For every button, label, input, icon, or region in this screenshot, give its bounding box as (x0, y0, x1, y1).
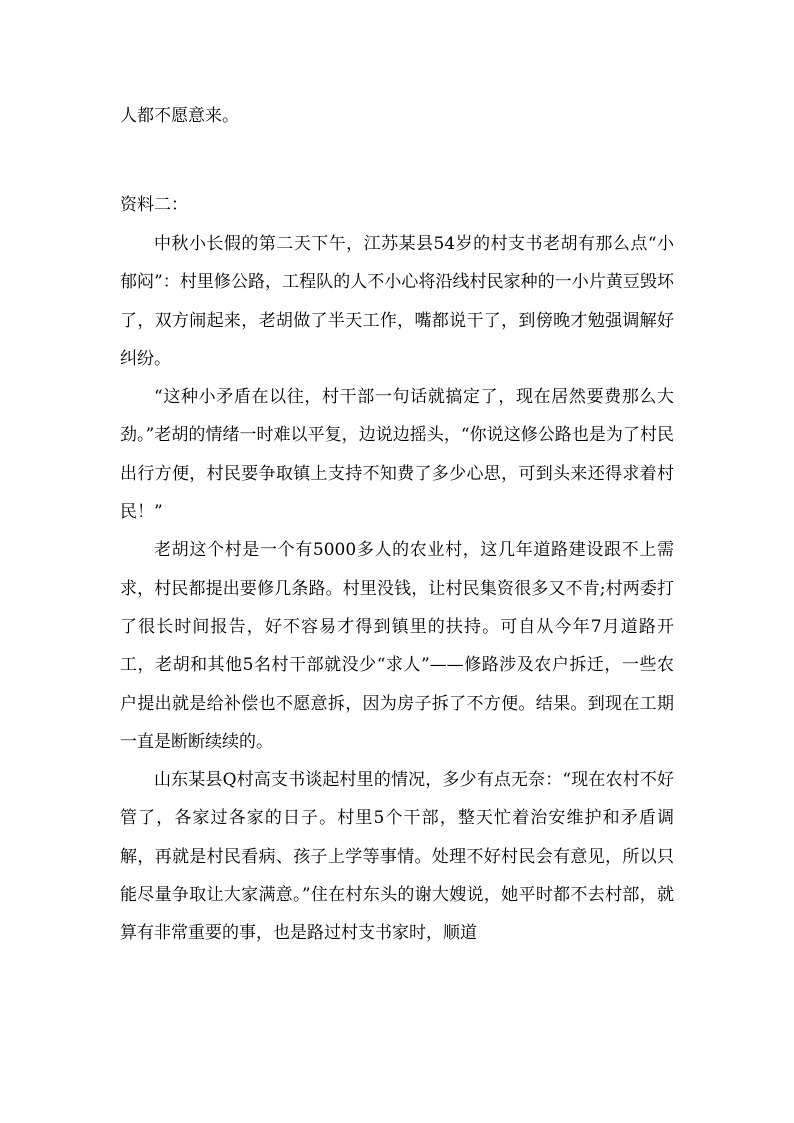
paragraph-1: 中秋小长假的第二天下午，江苏某县54岁的村支书老胡有那么点“小郁闷”：村里修公路，工程队的人不小心将沿线村民家种的一小片黄豆毁坏了，双方闹起来，老胡做了半天工作，嘴都说干了，到傍晚才勉强调解好纠纷。 (120, 234, 674, 369)
paragraph-2: “这种小矛盾在以往，村干部一句话就搞定了，现在居然要费那么大劲。”老胡的情绪一时难以平复，边说边摇头，“你说这修公路也是为了村民出行方便，村民要争取镇上支持不知费了多少心思，可到头来还得求着村民！” (120, 387, 674, 523)
continuation-paragraph (120, 97, 674, 135)
paragraph-4: 山东某县Q村高支书谈起村里的情况，多少有点无奈：“现在农村不好管了，各家过各家的日子。村里5个干部，整天忙着治安维护和矛盾调解，再就是村民看病、孩子上学等事情。处理不好村民会有意见，所以只能尽量争取让大家满意。”住在村东头的谢大嫂说，她平时都不去村部，就算有非常重要的事，也是路过村支书家时，顺道 (120, 770, 674, 944)
section-heading: 资料二： (120, 195, 188, 215)
document-body (120, 225, 674, 953)
paragraph-3: 老胡这个村是一个有5000多人的农业村，这几年道路建设跟不上需求，村民都提出要修几条路。村里没钱，让村民集资很多又不肯;村两委打了很长时间报告，好不容易才得到镇里的扶持。可自从今年7月道路开工，老胡和其他5名村干部就没少“求人”——修路涉及农户拆迁，一些农户提出就是给补偿也不愿意拆，因为房子拆了不方便。结果。到现在工期一直是断断续续的。 (120, 540, 674, 752)
continuation-text: 人都不愿意来。 (120, 106, 239, 126)
